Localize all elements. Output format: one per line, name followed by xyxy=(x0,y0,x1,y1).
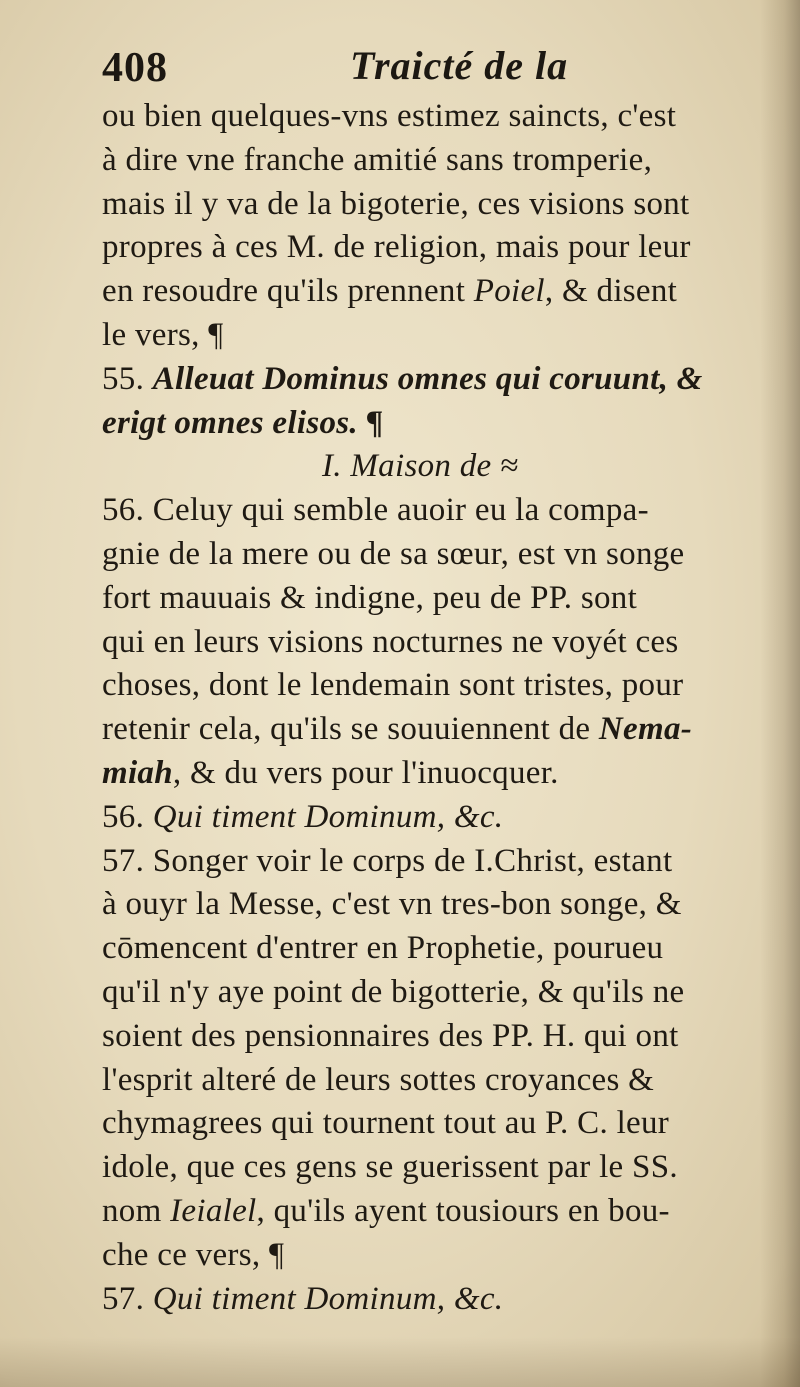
text-line xyxy=(102,183,762,227)
text-run: , & disent xyxy=(544,273,678,310)
text-run: mais il y va de la bigoterie, ces visions sont xyxy=(102,185,690,222)
text-run: I. Maison de ≈ xyxy=(322,448,519,485)
text-run: , qu'ils ayent tousiours en bou- xyxy=(256,1192,670,1229)
text-line xyxy=(102,1146,762,1190)
text-line xyxy=(102,314,762,358)
text-line xyxy=(102,445,762,489)
text-run: Nema- xyxy=(598,711,693,748)
text-run: idole, que ces gens se guerissent par le SS. xyxy=(102,1149,678,1186)
text-run: cōmencent d'entrer en Prophetie, pourueu xyxy=(102,930,664,967)
text-run: Qui timent Dominum, &c. xyxy=(152,798,504,835)
text-line xyxy=(102,883,762,927)
text-line xyxy=(102,1278,762,1322)
text-run: qui en leurs visions nocturnes ne voyét ces xyxy=(102,623,679,660)
text-run: 57. xyxy=(102,1280,153,1317)
text-run: 56. Celuy qui semble auoir eu la compa- xyxy=(102,492,649,529)
text-run: 55. xyxy=(102,360,153,397)
text-run: fort mauuais & indigne, peu de PP. sont xyxy=(102,579,638,616)
text-line xyxy=(102,226,762,270)
text-line xyxy=(102,533,762,577)
text-run: gnie de la mere ou de sa sœur, est vn songe xyxy=(102,535,685,572)
page-header xyxy=(100,42,740,102)
text-line xyxy=(102,270,762,314)
text-run: à dire vne franche amitié sans tromperie, xyxy=(102,141,653,178)
text-line xyxy=(102,1234,762,1278)
text-line xyxy=(102,95,762,139)
text-run: Poiel xyxy=(473,273,545,310)
text-line xyxy=(102,577,762,621)
text-line xyxy=(102,752,762,796)
text-line xyxy=(102,840,762,884)
text-run: qu'il n'y aye point de bigotterie, & qu'ils ne xyxy=(102,973,685,1010)
text-run: l'esprit alteré de leurs sottes croyances & xyxy=(102,1061,655,1098)
text-run: Alleuat Dominus omnes qui coruunt, & xyxy=(152,360,703,397)
text-line xyxy=(102,708,762,752)
page-edge-shadow xyxy=(760,0,800,1387)
text-run: chymagrees qui tournent tout au P. C. leur xyxy=(102,1105,670,1142)
text-line xyxy=(102,139,762,183)
text-run: retenir cela, qu'ils se souuiennent de xyxy=(102,711,599,748)
text-run: che ce vers, ¶ xyxy=(102,1236,285,1273)
text-run: nom xyxy=(102,1192,171,1229)
text-run: à ouyr la Messe, c'est vn tres-bon songe, & xyxy=(102,886,682,923)
text-line xyxy=(102,489,762,533)
text-run: ou bien quelques-vns estimez saincts, c'est xyxy=(102,98,677,134)
text-run: miah xyxy=(102,754,173,791)
text-run: en resoudre qu'ils prennent xyxy=(102,273,474,310)
text-run: 57. Songer voir le corps de I.Christ, estant xyxy=(102,842,673,879)
text-line xyxy=(102,1059,762,1103)
text-line xyxy=(102,1190,762,1234)
body-text xyxy=(102,95,762,1321)
text-run: Ieialel xyxy=(170,1192,257,1229)
text-line xyxy=(102,402,762,446)
text-line xyxy=(102,927,762,971)
running-title: Traicté de la xyxy=(350,43,569,88)
text-line xyxy=(102,621,762,665)
text-run: le vers, ¶ xyxy=(102,316,224,353)
text-line xyxy=(102,358,762,402)
text-run: , & du vers pour l'inuocquer. xyxy=(172,754,559,791)
text-line xyxy=(102,1015,762,1059)
text-line xyxy=(102,796,762,840)
text-run: choses, dont le lendemain sont tristes, pour xyxy=(102,667,684,704)
text-run: 56. xyxy=(102,798,153,835)
text-run: erigt omnes elisos. ¶ xyxy=(102,404,384,441)
text-line xyxy=(102,1102,762,1146)
text-run: Qui timent Dominum, &c. xyxy=(152,1280,504,1317)
page-number: 408 xyxy=(102,45,168,91)
text-run: soient des pensionnaires des PP. H. qui ont xyxy=(102,1017,679,1054)
text-run: propres à ces M. de religion, mais pour leur xyxy=(102,229,691,266)
text-line xyxy=(102,971,762,1015)
text-line xyxy=(102,664,762,708)
page-bottom-shadow xyxy=(0,1337,800,1387)
